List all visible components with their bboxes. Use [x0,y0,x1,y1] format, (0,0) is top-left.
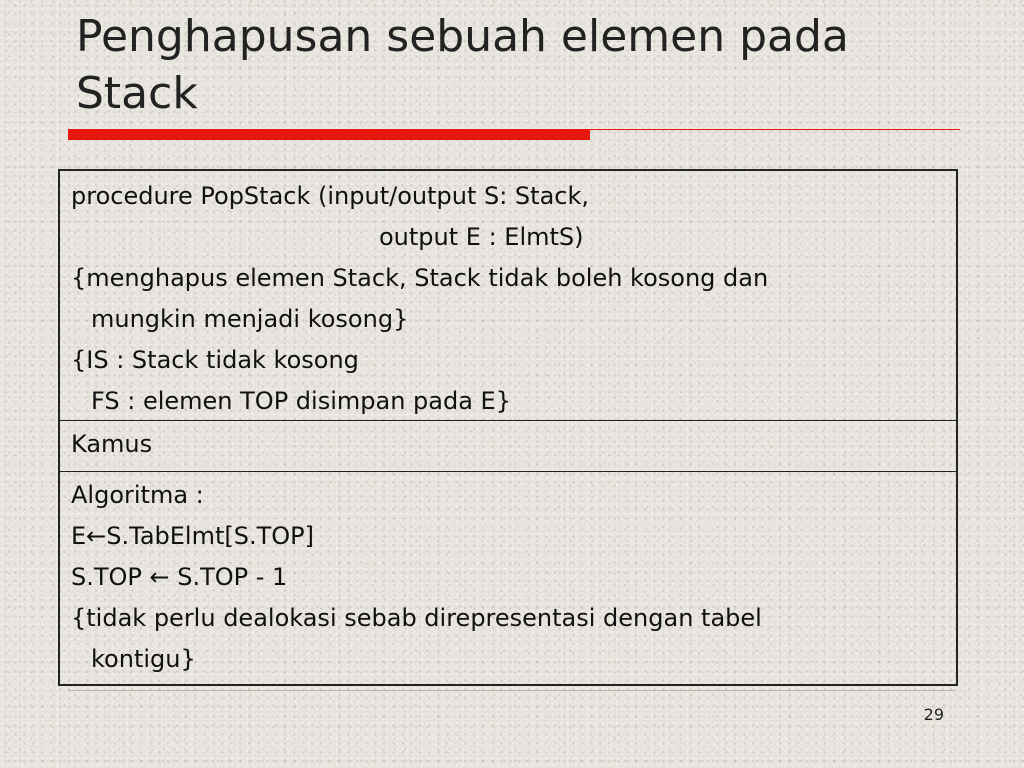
algoritma-cell [60,471,956,684]
initial-state-line: {IS : Stack tidak kosong [71,346,359,374]
footer-divider [68,690,956,691]
algoritma-label: Algoritma : [71,481,204,509]
algoritma-comment-line-1: {tidak perlu dealokasi sebab direpresentasi dengan tabel [71,604,762,632]
final-state-line: FS : elemen TOP disimpan pada E} [91,387,511,415]
procedure-table [58,169,958,686]
slide-title [76,8,849,122]
procedure-signature-line-2: output E : ElmtS) [379,223,584,251]
procedure-comment-line-2: mungkin menjadi kosong} [91,305,409,333]
slide-title-line-1: Penghapusan sebuah elemen pada [76,11,849,62]
slide-title-line-2: Stack [76,68,198,119]
title-underline-thin [590,129,960,130]
kamus-label: Kamus [71,430,153,458]
algoritma-step-2: S.TOP ← S.TOP - 1 [71,563,288,591]
title-underline [68,129,960,141]
procedure-signature-line-1: procedure PopStack (input/output S: Stack, [71,182,590,210]
page-number: 29 [923,705,944,724]
algoritma-comment-line-2: kontigu} [91,645,196,673]
kamus-cell [60,420,956,471]
procedure-header-cell [60,171,956,420]
title-underline-thick [68,129,590,140]
algoritma-step-1: E←S.TabElmt[S.TOP] [71,522,314,550]
procedure-comment-line-1: {menghapus elemen Stack, Stack tidak boleh kosong dan [71,264,769,292]
